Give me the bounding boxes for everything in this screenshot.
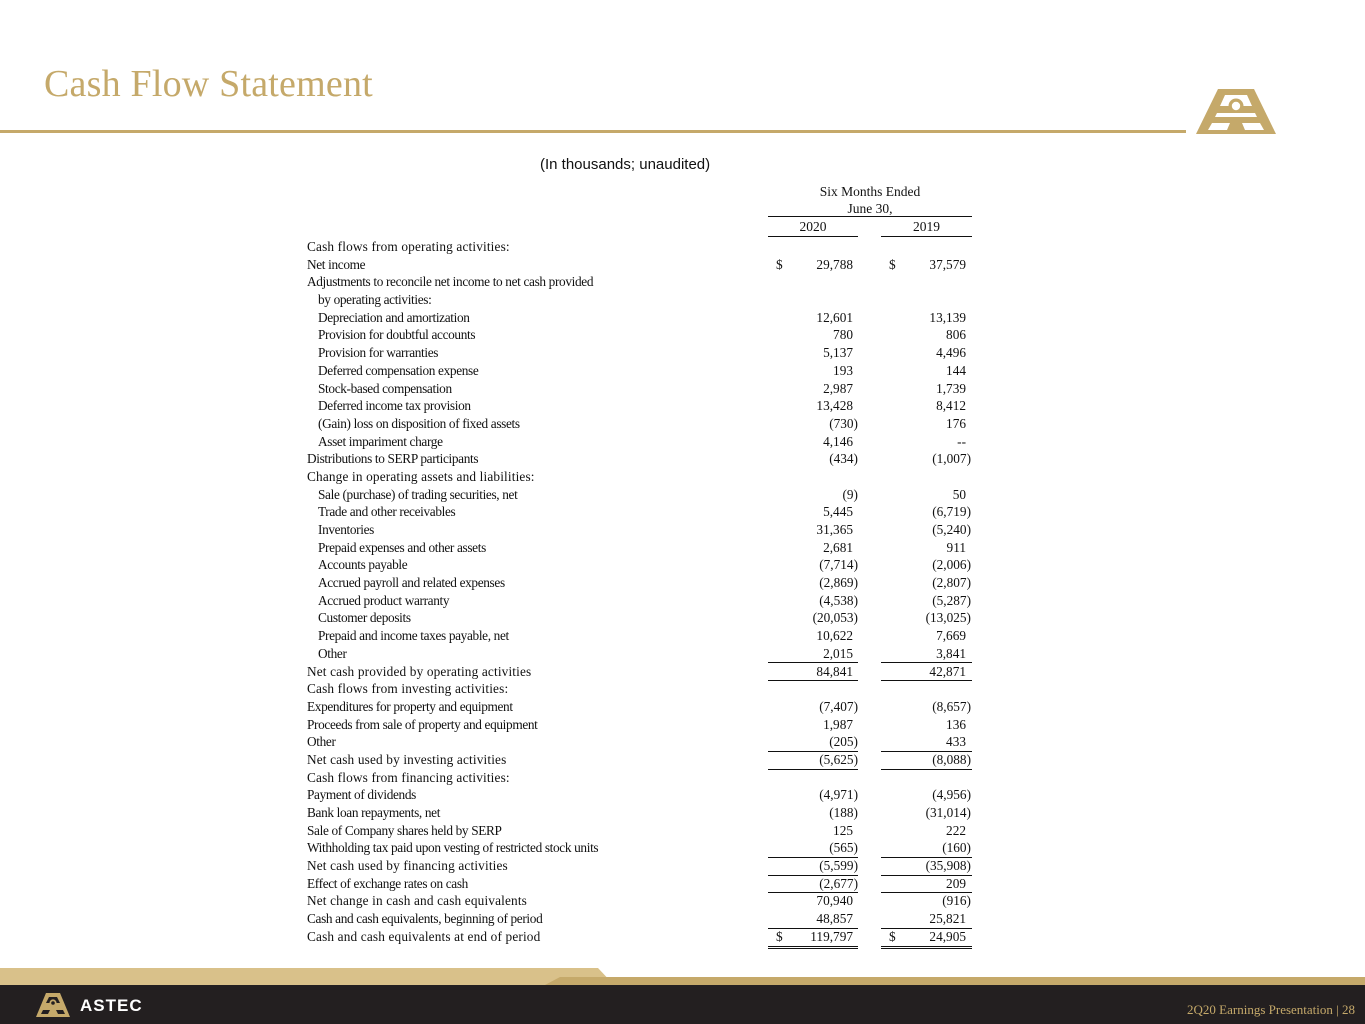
- value-2019: [881, 910, 971, 928]
- value-2020: [768, 751, 858, 769]
- row-label: Deferred compensation expense: [318, 362, 479, 378]
- value-2019: [881, 822, 971, 840]
- cell-value: (916): [942, 893, 971, 909]
- cell-value: 10,622: [816, 628, 853, 644]
- value-2020: [768, 769, 858, 787]
- value-2019: [881, 663, 971, 681]
- value-2019: [881, 716, 971, 734]
- table-row: [307, 556, 977, 574]
- table-row: [307, 663, 977, 681]
- statement-subtitle: (In thousands; unaudited): [540, 156, 711, 173]
- value-2020: [768, 273, 858, 291]
- row-label: Customer deposits: [318, 610, 411, 626]
- cell-value: 5,445: [823, 504, 853, 520]
- value-2019: [881, 503, 971, 521]
- row-label: Cash and cash equivalents, beginning of period: [307, 911, 543, 927]
- value-2019: [881, 627, 971, 645]
- cell-value: 13,139: [929, 309, 966, 325]
- table-row: [307, 574, 977, 592]
- row-label: Net change in cash and cash equivalents: [307, 893, 527, 909]
- value-2020: [768, 733, 858, 751]
- value-2020: [768, 875, 858, 893]
- row-label: Net cash provided by operating activities: [307, 663, 532, 679]
- cell-value: 1,739: [936, 380, 966, 396]
- currency-symbol: $: [889, 928, 896, 944]
- cell-value: (6,719): [932, 504, 971, 520]
- table-row: [307, 680, 977, 698]
- table-row: [307, 415, 977, 433]
- value-2019: [881, 273, 971, 291]
- value-2019: [881, 380, 971, 398]
- value-2019: [881, 362, 971, 380]
- value-2020: [768, 326, 858, 344]
- table-row: [307, 273, 977, 291]
- footer-astec-logo-icon: [36, 991, 166, 1019]
- table-row: [307, 397, 977, 415]
- value-2019: [881, 609, 971, 627]
- currency-symbol: $: [889, 256, 896, 272]
- row-label: Sale (purchase) of trading securities, net: [318, 486, 518, 502]
- cell-value: 119,797: [810, 928, 853, 944]
- total-rule: [768, 946, 858, 947]
- table-row: [307, 733, 977, 751]
- value-2019: [881, 751, 971, 769]
- table-row: [307, 627, 977, 645]
- cell-value: 2,015: [823, 645, 853, 661]
- value-2019: [881, 857, 971, 875]
- table-row: [307, 698, 977, 716]
- value-2020: [768, 486, 858, 504]
- value-2019: [881, 309, 971, 327]
- table-row: [307, 362, 977, 380]
- value-2020: [768, 892, 858, 910]
- cell-value: 29,788: [816, 256, 853, 272]
- cell-value: 136: [946, 716, 966, 732]
- value-2019: [881, 486, 971, 504]
- row-label: Stock-based compensation: [318, 380, 452, 396]
- value-2020: [768, 804, 858, 822]
- table-row: [307, 291, 977, 309]
- row-label: Asset impariment charge: [318, 433, 443, 449]
- value-2020: [768, 556, 858, 574]
- row-label: Prepaid expenses and other assets: [318, 539, 486, 555]
- footer-bar: [0, 985, 1365, 1024]
- cell-value: 84,841: [816, 663, 853, 679]
- value-2020: [768, 362, 858, 380]
- cell-value: 222: [946, 822, 966, 838]
- value-2020: [768, 521, 858, 539]
- value-2019: [881, 698, 971, 716]
- footer-logo: [36, 991, 166, 1024]
- value-2020: [768, 822, 858, 840]
- cell-value: 4,496: [936, 345, 966, 361]
- cell-value: 70,940: [816, 893, 853, 909]
- value-2020: [768, 716, 858, 734]
- value-2019: [881, 521, 971, 539]
- value-2019: [881, 592, 971, 610]
- value-2019: [881, 839, 971, 857]
- table-row: [307, 892, 977, 910]
- value-2020: [768, 344, 858, 362]
- value-2020: [768, 450, 858, 468]
- footer-logo-text: ASTEC: [80, 996, 143, 1015]
- cell-value: (8,088): [932, 751, 971, 767]
- currency-symbol: $: [776, 928, 783, 944]
- value-2019: [881, 450, 971, 468]
- cell-value: 7,669: [936, 628, 966, 644]
- row-label: Cash flows from financing activities:: [307, 769, 510, 785]
- year-2020-rule: [768, 236, 858, 237]
- cell-value: (5,599): [819, 858, 858, 874]
- table-row: [307, 309, 977, 327]
- value-2019: [881, 415, 971, 433]
- astec-logo-icon: [1194, 86, 1278, 136]
- page-title: Cash Flow Statement: [44, 63, 373, 105]
- cell-value: (160): [942, 840, 971, 856]
- cell-value: 42,871: [929, 663, 966, 679]
- cell-value: (5,287): [932, 592, 971, 608]
- period-header: [770, 183, 970, 217]
- value-2019: [881, 733, 971, 751]
- value-2020: [768, 645, 858, 663]
- table-row: [307, 238, 977, 256]
- row-label: Provision for doubtful accounts: [318, 327, 476, 343]
- row-label: Adjustments to reconcile net income to net cash provided: [307, 274, 594, 290]
- cell-value: 806: [946, 327, 966, 343]
- cell-value: (5,240): [932, 522, 971, 537]
- cell-value: (20,053): [812, 610, 858, 626]
- cell-value: (2,807): [932, 575, 971, 591]
- cell-value: 5,137: [823, 345, 853, 361]
- cell-value: (2,006): [932, 557, 971, 573]
- value-2020: [768, 839, 858, 857]
- row-label: Effect of exchange rates on cash: [307, 875, 468, 891]
- row-label: Cash flows from operating activities:: [307, 239, 510, 254]
- cell-value: (7,714): [819, 557, 858, 573]
- cell-value: (2,869): [819, 575, 858, 591]
- table-row: [307, 344, 977, 362]
- value-2019: [881, 892, 971, 910]
- value-2020: [768, 503, 858, 521]
- title-divider: [0, 130, 1186, 133]
- value-2020: [768, 238, 858, 256]
- row-label: Net cash used by investing activities: [307, 751, 507, 767]
- cell-value: (31,014): [925, 805, 971, 820]
- row-label: Withholding tax paid upon vesting of restricted stock units: [307, 840, 599, 856]
- value-2020: [768, 309, 858, 327]
- value-2019: [881, 238, 971, 256]
- row-label: Accrued product warranty: [318, 592, 450, 608]
- table-row: [307, 592, 977, 610]
- cell-value: (35,908): [925, 858, 971, 874]
- table-row: [307, 751, 977, 769]
- value-2020: [768, 433, 858, 451]
- cell-value: (4,538): [819, 592, 858, 608]
- cell-value: (13,025): [925, 610, 971, 626]
- row-label: Proceeds from sale of property and equipment: [307, 716, 538, 732]
- cell-value: 37,579: [929, 256, 966, 272]
- table-row: [307, 380, 977, 398]
- value-2020: [768, 786, 858, 804]
- cell-value: (8,657): [932, 698, 971, 714]
- table-row: [307, 609, 977, 627]
- row-label: Accrued payroll and related expenses: [318, 575, 505, 591]
- table-row: [307, 256, 977, 274]
- value-2020: [768, 663, 858, 681]
- cell-value: 176: [946, 415, 966, 431]
- table-row: [307, 486, 977, 504]
- row-label: Provision for warranties: [318, 345, 439, 361]
- value-2019: [881, 680, 971, 698]
- table-row: [307, 503, 977, 521]
- row-label: Expenditures for property and equipment: [307, 698, 513, 714]
- value-2020: [768, 574, 858, 592]
- value-2019: [881, 326, 971, 344]
- cell-value: 3,841: [936, 645, 966, 661]
- cell-value: 31,365: [816, 522, 853, 537]
- table-row: [307, 804, 977, 822]
- row-label: Net income: [307, 256, 366, 272]
- year-2020-header: 2020: [799, 219, 827, 234]
- cell-value: 144: [946, 362, 966, 378]
- period-header-rule: [768, 216, 972, 217]
- row-label: Change in operating assets and liabilities:: [307, 468, 535, 484]
- cell-value: (565): [829, 840, 858, 856]
- value-2019: [881, 928, 971, 946]
- value-2020: [768, 928, 858, 946]
- row-label: Bank loan repayments, net: [307, 805, 441, 820]
- value-2020: [768, 857, 858, 875]
- value-2019: [881, 256, 971, 274]
- cell-value: 433: [946, 734, 966, 750]
- cell-value: (4,956): [932, 787, 971, 803]
- row-label: Other: [318, 645, 347, 661]
- row-label: Cash and cash equivalents at end of period: [307, 928, 541, 944]
- table-row: [307, 645, 977, 663]
- table-row: [307, 875, 977, 893]
- value-2020: [768, 910, 858, 928]
- cell-value: 2,987: [823, 380, 853, 396]
- period-line-2: June 30,: [847, 201, 893, 216]
- cell-value: 780: [833, 327, 853, 343]
- footer-accent-band: [0, 968, 1365, 985]
- double-total-rule: [768, 948, 858, 949]
- row-label: Depreciation and amortization: [318, 309, 470, 325]
- year-2019-header: 2019: [913, 219, 940, 234]
- cell-value: (9): [842, 486, 858, 502]
- cell-value: (5,625): [819, 751, 858, 767]
- cell-value: 209: [946, 875, 966, 891]
- table-row: [307, 928, 977, 946]
- footer-page-label: 2Q20 Earnings Presentation | 28: [1187, 1002, 1355, 1017]
- cell-value: --: [957, 433, 966, 449]
- row-label: Trade and other receivables: [318, 504, 456, 520]
- row-label: Other: [307, 734, 336, 750]
- table-row: [307, 539, 977, 557]
- value-2020: [768, 592, 858, 610]
- value-2020: [768, 256, 858, 274]
- double-total-rule: [881, 948, 972, 949]
- cell-value: (7,407): [819, 698, 858, 714]
- cell-value: 24,905: [929, 928, 966, 944]
- cell-value: 125: [833, 822, 853, 838]
- table-row: [307, 716, 977, 734]
- cell-value: 12,601: [816, 309, 853, 325]
- value-2019: [881, 556, 971, 574]
- value-2020: [768, 627, 858, 645]
- cell-value: (188): [829, 805, 858, 820]
- cell-value: 911: [946, 539, 966, 555]
- cell-value: (730): [829, 415, 858, 431]
- table-row: [307, 521, 977, 539]
- cell-value: 48,857: [816, 911, 853, 927]
- currency-symbol: $: [776, 256, 783, 272]
- value-2019: [881, 539, 971, 557]
- value-2020: [768, 609, 858, 627]
- cell-value: (1,007): [932, 451, 971, 467]
- value-2019: [881, 344, 971, 362]
- row-label: Sale of Company shares held by SERP: [307, 822, 502, 838]
- row-label: Distributions to SERP participants: [307, 451, 479, 467]
- value-2020: [768, 680, 858, 698]
- table-row: [307, 769, 977, 787]
- value-2020: [768, 397, 858, 415]
- value-2019: [881, 574, 971, 592]
- cell-value: 4,146: [823, 433, 853, 449]
- cell-value: 8,412: [936, 398, 966, 414]
- table-row: [307, 468, 977, 486]
- cell-value: (205): [829, 734, 858, 750]
- value-2019: [881, 875, 971, 893]
- value-2019: [881, 291, 971, 309]
- total-rule: [881, 946, 972, 947]
- table-row: [307, 450, 977, 468]
- cell-value: (2,677): [819, 875, 858, 891]
- value-2020: [768, 415, 858, 433]
- cell-value: (434): [829, 451, 858, 467]
- table-row: [307, 857, 977, 875]
- period-line-1: Six Months Ended: [819, 184, 921, 199]
- value-2020: [768, 291, 858, 309]
- row-label: by operating activities:: [318, 292, 432, 308]
- cell-value: 193: [833, 362, 853, 378]
- table-row: [307, 786, 977, 804]
- value-2019: [881, 433, 971, 451]
- value-2019: [881, 786, 971, 804]
- value-2020: [768, 380, 858, 398]
- row-label: Prepaid and income taxes payable, net: [318, 628, 509, 644]
- cell-value: 13,428: [816, 398, 853, 414]
- value-2020: [768, 468, 858, 486]
- cell-value: 2,681: [823, 539, 853, 555]
- row-label: Accounts payable: [318, 557, 408, 573]
- table-row: [307, 326, 977, 344]
- value-2019: [881, 397, 971, 415]
- table-row: [307, 839, 977, 857]
- year-2019-rule: [881, 236, 972, 237]
- row-label: Net cash used by financing activities: [307, 858, 508, 874]
- table-row: [307, 822, 977, 840]
- table-row: [307, 433, 977, 451]
- cell-value: 50: [952, 486, 966, 502]
- value-2019: [881, 804, 971, 822]
- value-2019: [881, 769, 971, 787]
- value-2020: [768, 539, 858, 557]
- row-label: Cash flows from investing activities:: [307, 681, 509, 697]
- value-2019: [881, 645, 971, 663]
- table-row: [307, 910, 977, 928]
- row-label: (Gain) loss on disposition of fixed assets: [318, 415, 520, 431]
- value-2019: [881, 468, 971, 486]
- value-2020: [768, 698, 858, 716]
- cell-value: 1,987: [823, 716, 853, 732]
- row-label: Inventories: [318, 522, 374, 537]
- row-label: Deferred income tax provision: [318, 398, 471, 414]
- cell-value: 25,821: [929, 911, 966, 927]
- cell-value: (4,971): [819, 787, 858, 803]
- cash-flow-table: [307, 238, 977, 946]
- row-label: Payment of dividends: [307, 787, 416, 803]
